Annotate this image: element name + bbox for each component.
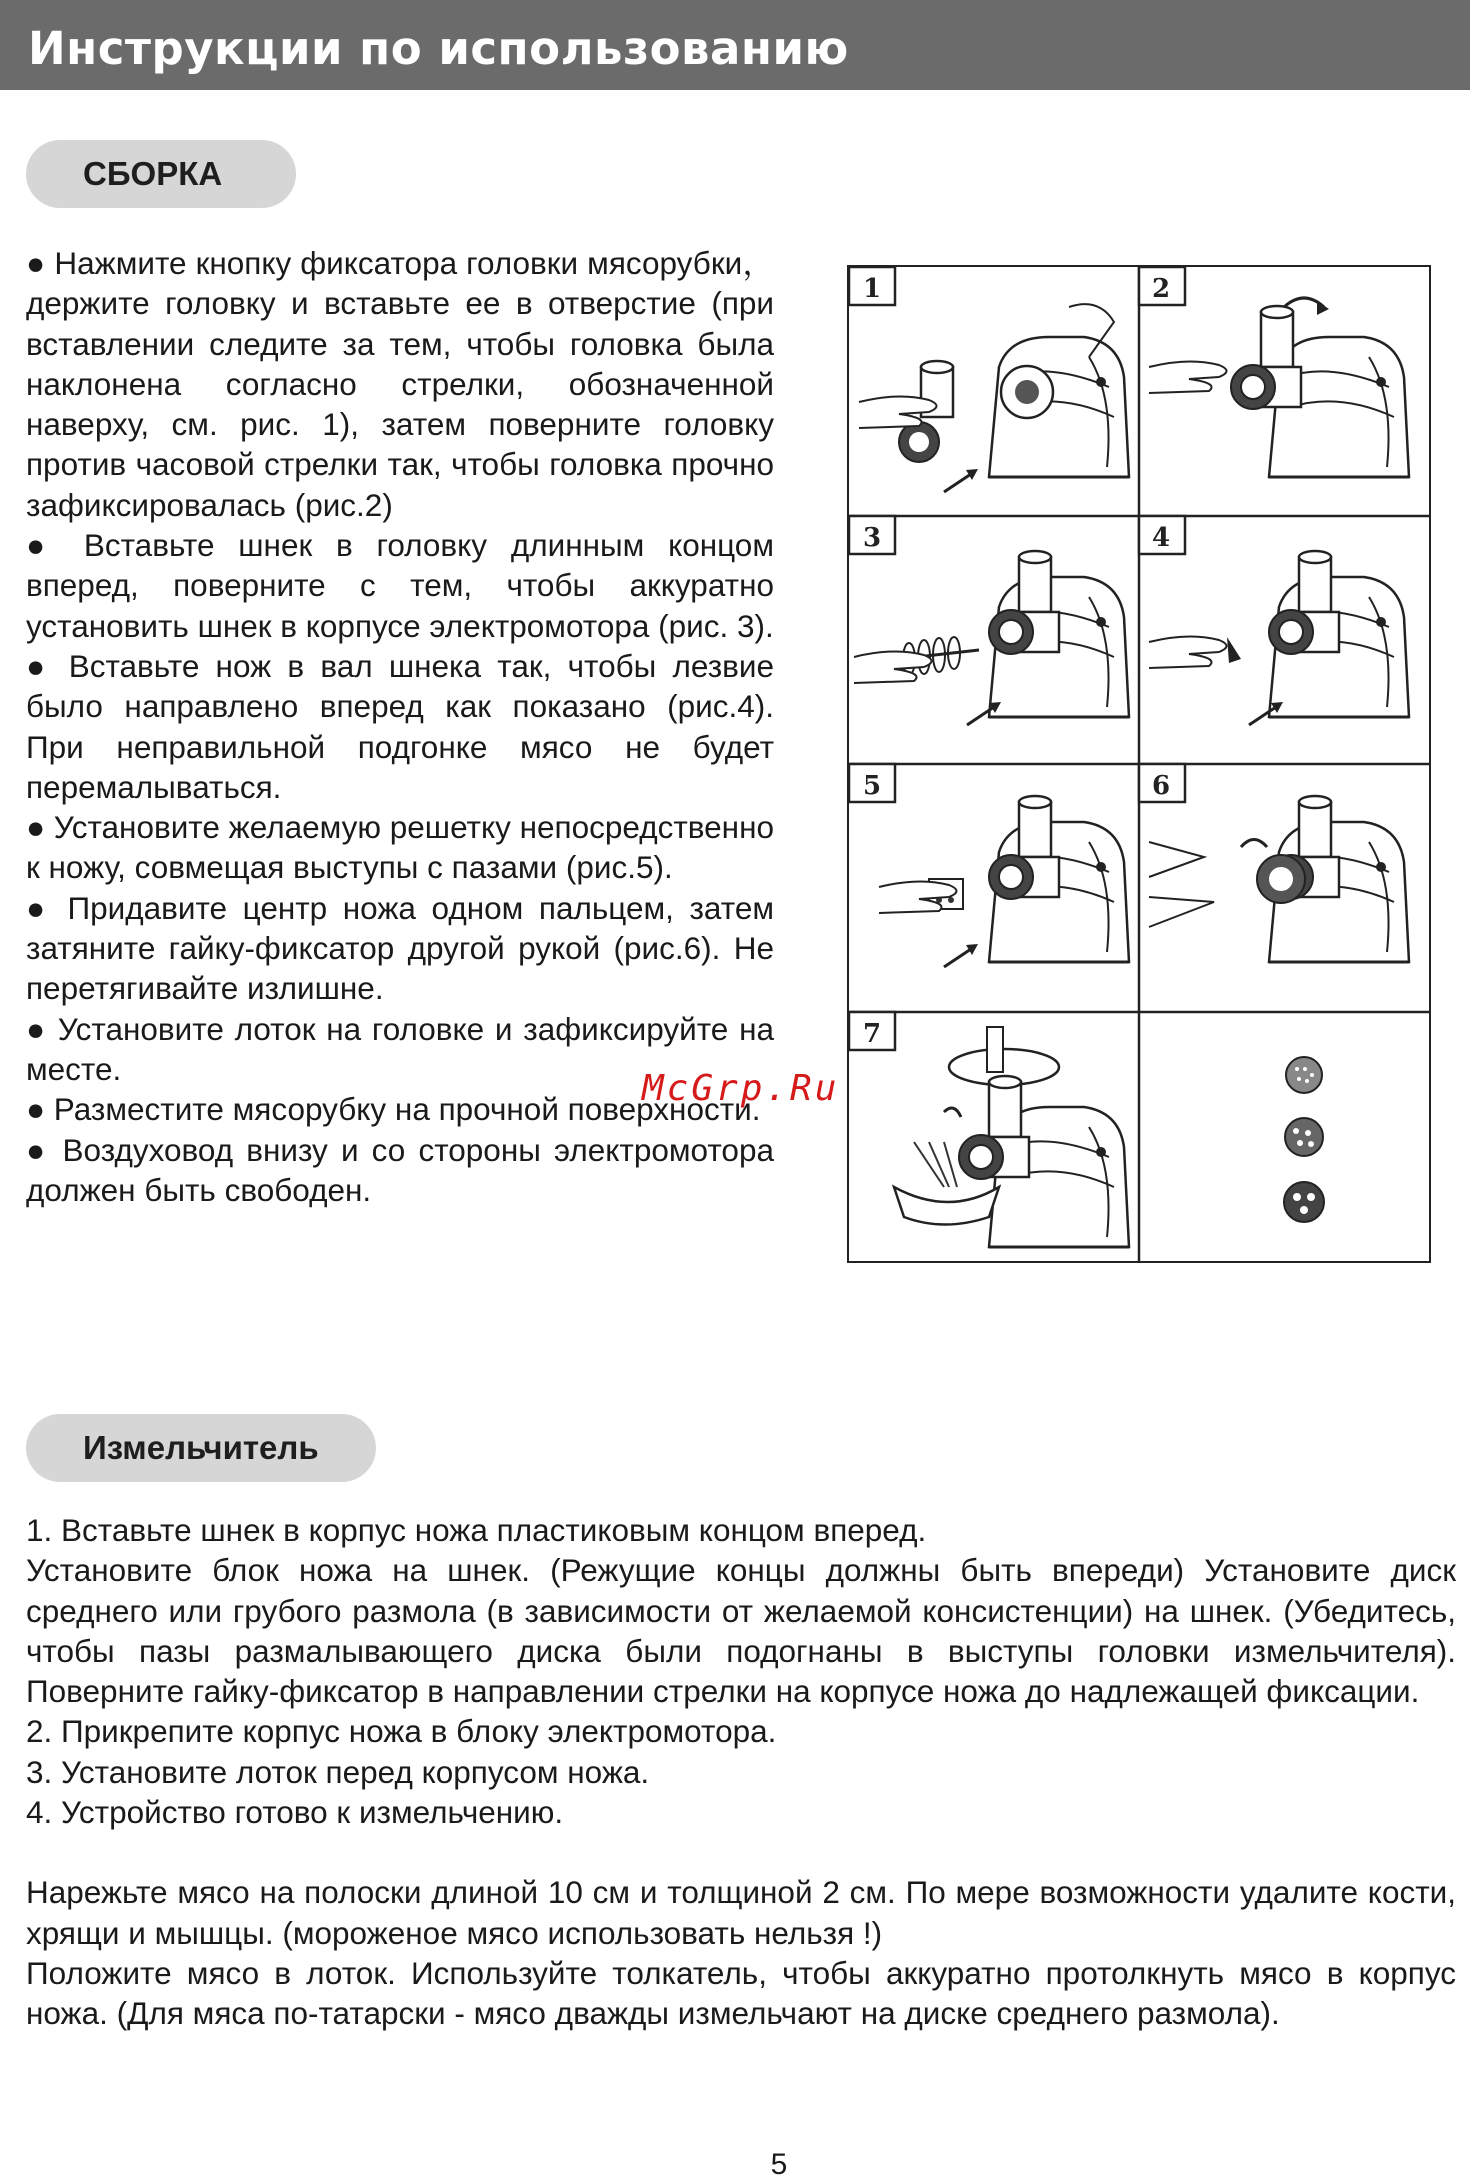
header-bar xyxy=(0,0,1470,90)
assembly-steps xyxy=(26,243,774,1210)
grinder-step: Установите блок ножа на шнек. (Режущие концы должны быть впереди) Установите диск среднего или грубого размола (в зависимости от желаемой консистенции) на шнек. (Убедитесь, чтобы пазы размалывающего диска были подогнаны в выступы головки измельчителя). Поверните гайку-фиксатор в направлении стрелки на корпусе ножа до надлежащей фиксации. xyxy=(26,1552,1456,1710)
figure-panel-3 xyxy=(849,516,1129,725)
grinder-step: 3. Установите лоток перед корпусом ножа. xyxy=(26,1753,650,1790)
grinder-step: 1. Вставьте шнек в корпус ножа пластиковым концом вперед. xyxy=(26,1512,927,1548)
figure-panel-1 xyxy=(849,267,1129,492)
figure-label: 2 xyxy=(1152,274,1171,304)
section-heading-assembly: СБОРКА xyxy=(26,140,296,208)
assembly-step: ● Нажмите кнопку фиксатора головки мясорубки，держите головку и вставьте ее в отверстие (при вставлении следите за тем, чтобы головка была наклонена согласно стрелки, обозначенной наверху, см. рис. 1), затем поверните головку против часовой стрелки так, чтобы головка прочно зафиксировалась (рис.2) xyxy=(26,245,774,523)
page-title: Инструкции по использованию xyxy=(28,22,849,75)
grinding-discs xyxy=(1284,1057,1324,1222)
grinder-note: Положите мясо в лоток. Используйте толкатель, чтобы аккуратно протолкнуть мясо в корпус ножа. (Для мяса по-татарски - мясо дважды измельчают на диске среднего размола). xyxy=(26,1954,1456,2032)
figure-label: 4 xyxy=(1152,523,1171,553)
figure-label: 5 xyxy=(863,771,882,801)
assembly-step: ● Установите желаемую решетку непосредственно к ножу, совмещая выступы с пазами (рис.5). xyxy=(26,809,774,886)
figure-label: 3 xyxy=(863,523,882,553)
grinder-step: 4. Устройство готово к измельчению. xyxy=(26,1794,564,1831)
grinder-step: 2. Прикрепите корпус ножа в блоку электромотора. xyxy=(26,1713,777,1750)
page-number: 5 xyxy=(770,2148,788,2181)
watermark: McGrp.Ru xyxy=(642,1068,840,1109)
figure-panel-7 xyxy=(849,1012,1129,1247)
figure-label: 6 xyxy=(1152,771,1171,801)
grinder-instructions xyxy=(26,1510,1456,2034)
assembly-step: ● Придавите центр ножа одном пальцем, затем затяните гайку-фиксатор другой рукой (рис.6). Не перетягивайте излишне. xyxy=(26,889,774,1007)
figure-panel-6 xyxy=(1139,764,1409,962)
figure-label: 7 xyxy=(863,1019,882,1049)
assembly-step: ● Воздуховод внизу и со стороны электромотора должен быть свободен. xyxy=(26,1131,774,1208)
paragraph-gap xyxy=(26,1832,1456,1872)
figure-panel-2 xyxy=(1139,267,1409,477)
assembly-step: ● Вставьте нож в вал шнека так, чтобы лезвие было направлено вперед как показано (рис.4). При неправильной подгонке мясо не будет перемалываться. xyxy=(26,647,774,805)
section-heading-grinder: Измельчитель xyxy=(26,1414,376,1482)
figure-panel-5 xyxy=(849,764,1129,967)
assembly-figure-grid xyxy=(847,265,1431,1263)
grinder-note: Нарежьте мясо на полоски длиной 10 см и толщиной 2 см. По мере возможности удалите кости, хрящи и мышцы. (мороженое мясо использовать нельзя !) xyxy=(26,1874,1456,1951)
assembly-step: ● Разместите мясорубку на прочной поверхности. xyxy=(26,1091,761,1128)
figure-label: 1 xyxy=(863,274,882,304)
assembly-step: ● Вставьте шнек в головку длинным концом вперед, поверните с тем, чтобы аккуратно установить шнек в корпусе электромотора (рис. 3). xyxy=(26,527,774,644)
figure-panel-4 xyxy=(1139,516,1409,725)
assembly-step: ● Установите лоток на головке и зафиксируйте на месте. xyxy=(26,1010,774,1087)
